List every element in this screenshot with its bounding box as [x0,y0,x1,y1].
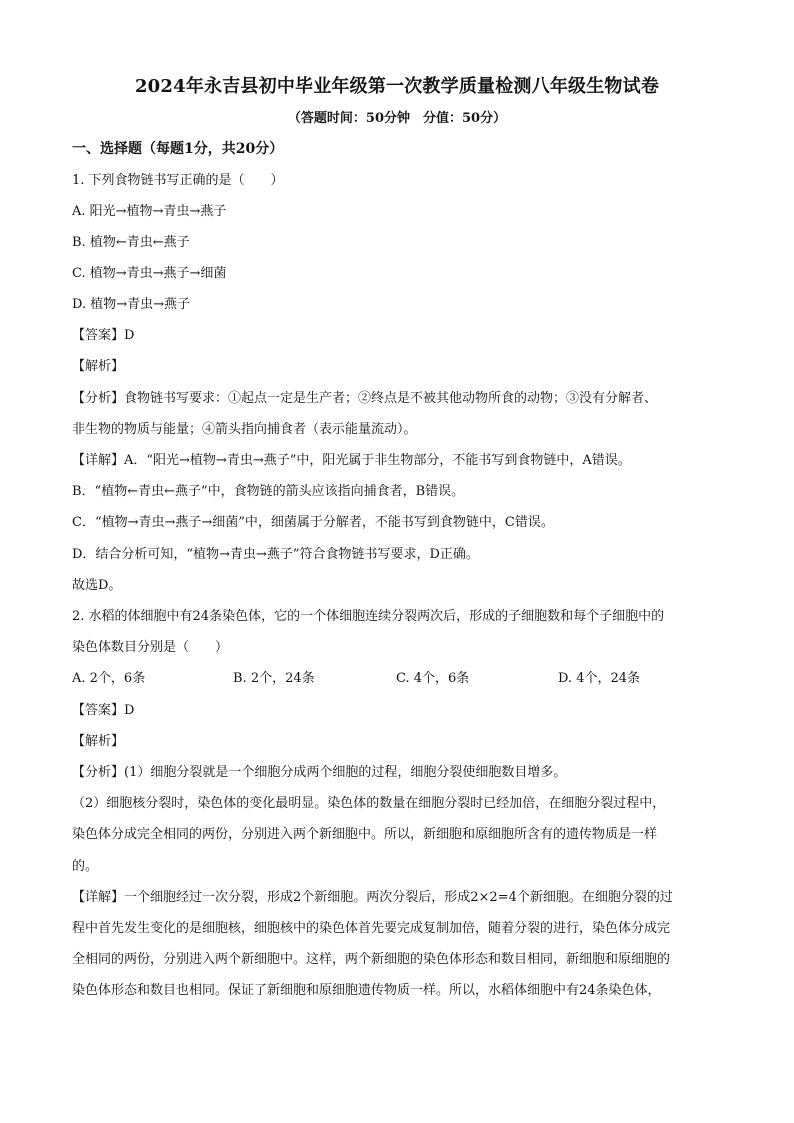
q2-detail-line-4: 染色体形态和数目也相同。保证了新细胞和原细胞遗传物质一样。所以，水稻体细胞中有24条染色体， [72,983,661,998]
q2-option-b: B. 2个，24条 [233,671,315,686]
q1-detail-a: 【详解】A．“阳光→植物→青虫→燕子”中，阳光属于非生物部分，不能书写到食物链中，A错误。 [72,453,631,468]
q2-fenxi-line-2: （2）细胞核分裂时，染色体的变化最明显。染色体的数量在细胞分裂时已经加倍，在细胞分裂过程中， [72,796,666,811]
q1-stem: 1. 下列食物链书写正确的是（ ） [72,173,284,188]
q2-answer: 【答案】D [72,703,135,718]
q2-fenxi-line-4: 的。 [72,859,99,874]
q2-detail-line-1: 【详解】一个细胞经过一次分裂，形成2个新细胞。两次分裂后，形成2×2=4个新细胞。在细胞分裂的过 [72,890,673,905]
q2-detail-line-3: 全相同的两份，分别进入两个新细胞中。这样，两个新细胞的染色体形态和数目相同，新细胞和原细胞的 [72,952,671,967]
q1-option-d: D. 植物→青虫→燕子 [72,297,191,312]
q2-option-d: D. 4个，24条 [558,671,641,686]
exam-subtitle: （答题时间：50分钟 分值：50分） [287,111,507,126]
q1-detail-b: B．“植物←青虫←燕子”中，食物链的箭头应该指向捕食者，B错误。 [72,484,465,499]
exam-title: 2024年永吉县初中毕业年级第一次教学质量检测八年级生物试卷 [134,76,660,97]
q1-fenxi-line-1: 【分析】食物链书写要求：①起点一定是生产者；②终点是不被其他动物所食的动物；③没有分解者、 [72,391,658,406]
q2-stem-line-2: 染色体数目分别是（ ） [72,640,229,655]
q1-detail-c: C．“植物→青虫→燕子→细菌”中，细菌属于分解者，不能书写到食物链中，C错误。 [72,515,554,530]
q2-analysis-label: 【解析】 [72,734,125,749]
q1-fenxi-line-2: 非生物的物质与能量；④箭头指向捕食者（表示能量流动）。 [72,422,417,437]
q1-option-c: C. 植物→青虫→燕子→细菌 [72,266,227,281]
q2-option-c: C. 4个，6条 [396,671,470,686]
q2-detail-line-2: 程中首先发生变化的是细胞核，细胞核中的染色体首先要完成复制加倍，随着分裂的进行，染色体分成完 [72,921,671,936]
q1-option-b: B. 植物←青虫←燕子 [72,235,190,250]
q1-answer: 【答案】D [72,328,135,343]
q2-option-a: A. 2个，6条 [72,671,146,686]
q2-fenxi-line-3: 染色体分成完全相同的两份，分别进入两个新细胞中。所以，新细胞和原细胞所含有的遗传物质是一样 [72,827,658,842]
q1-analysis-label: 【解析】 [72,359,125,374]
q1-option-a: A. 阳光→植物→青虫→燕子 [72,204,227,219]
section-heading-choice: 一、选择题（每题1分，共20分） [72,141,284,157]
q2-fenxi-line-1: 【分析】(1）细胞分裂就是一个细胞分成两个细胞的过程，细胞分裂使细胞数目增多。 [72,765,567,780]
q2-stem-line-1: 2. 水稻的体细胞中有24条染色体，它的一个体细胞连续分裂两次后，形成的子细胞数和每个子细胞中的 [72,609,665,624]
q1-choose: 故选D。 [72,578,122,593]
q1-detail-d: D．结合分析可知，“植物→青虫→燕子”符合食物链书写要求，D正确。 [72,547,479,562]
